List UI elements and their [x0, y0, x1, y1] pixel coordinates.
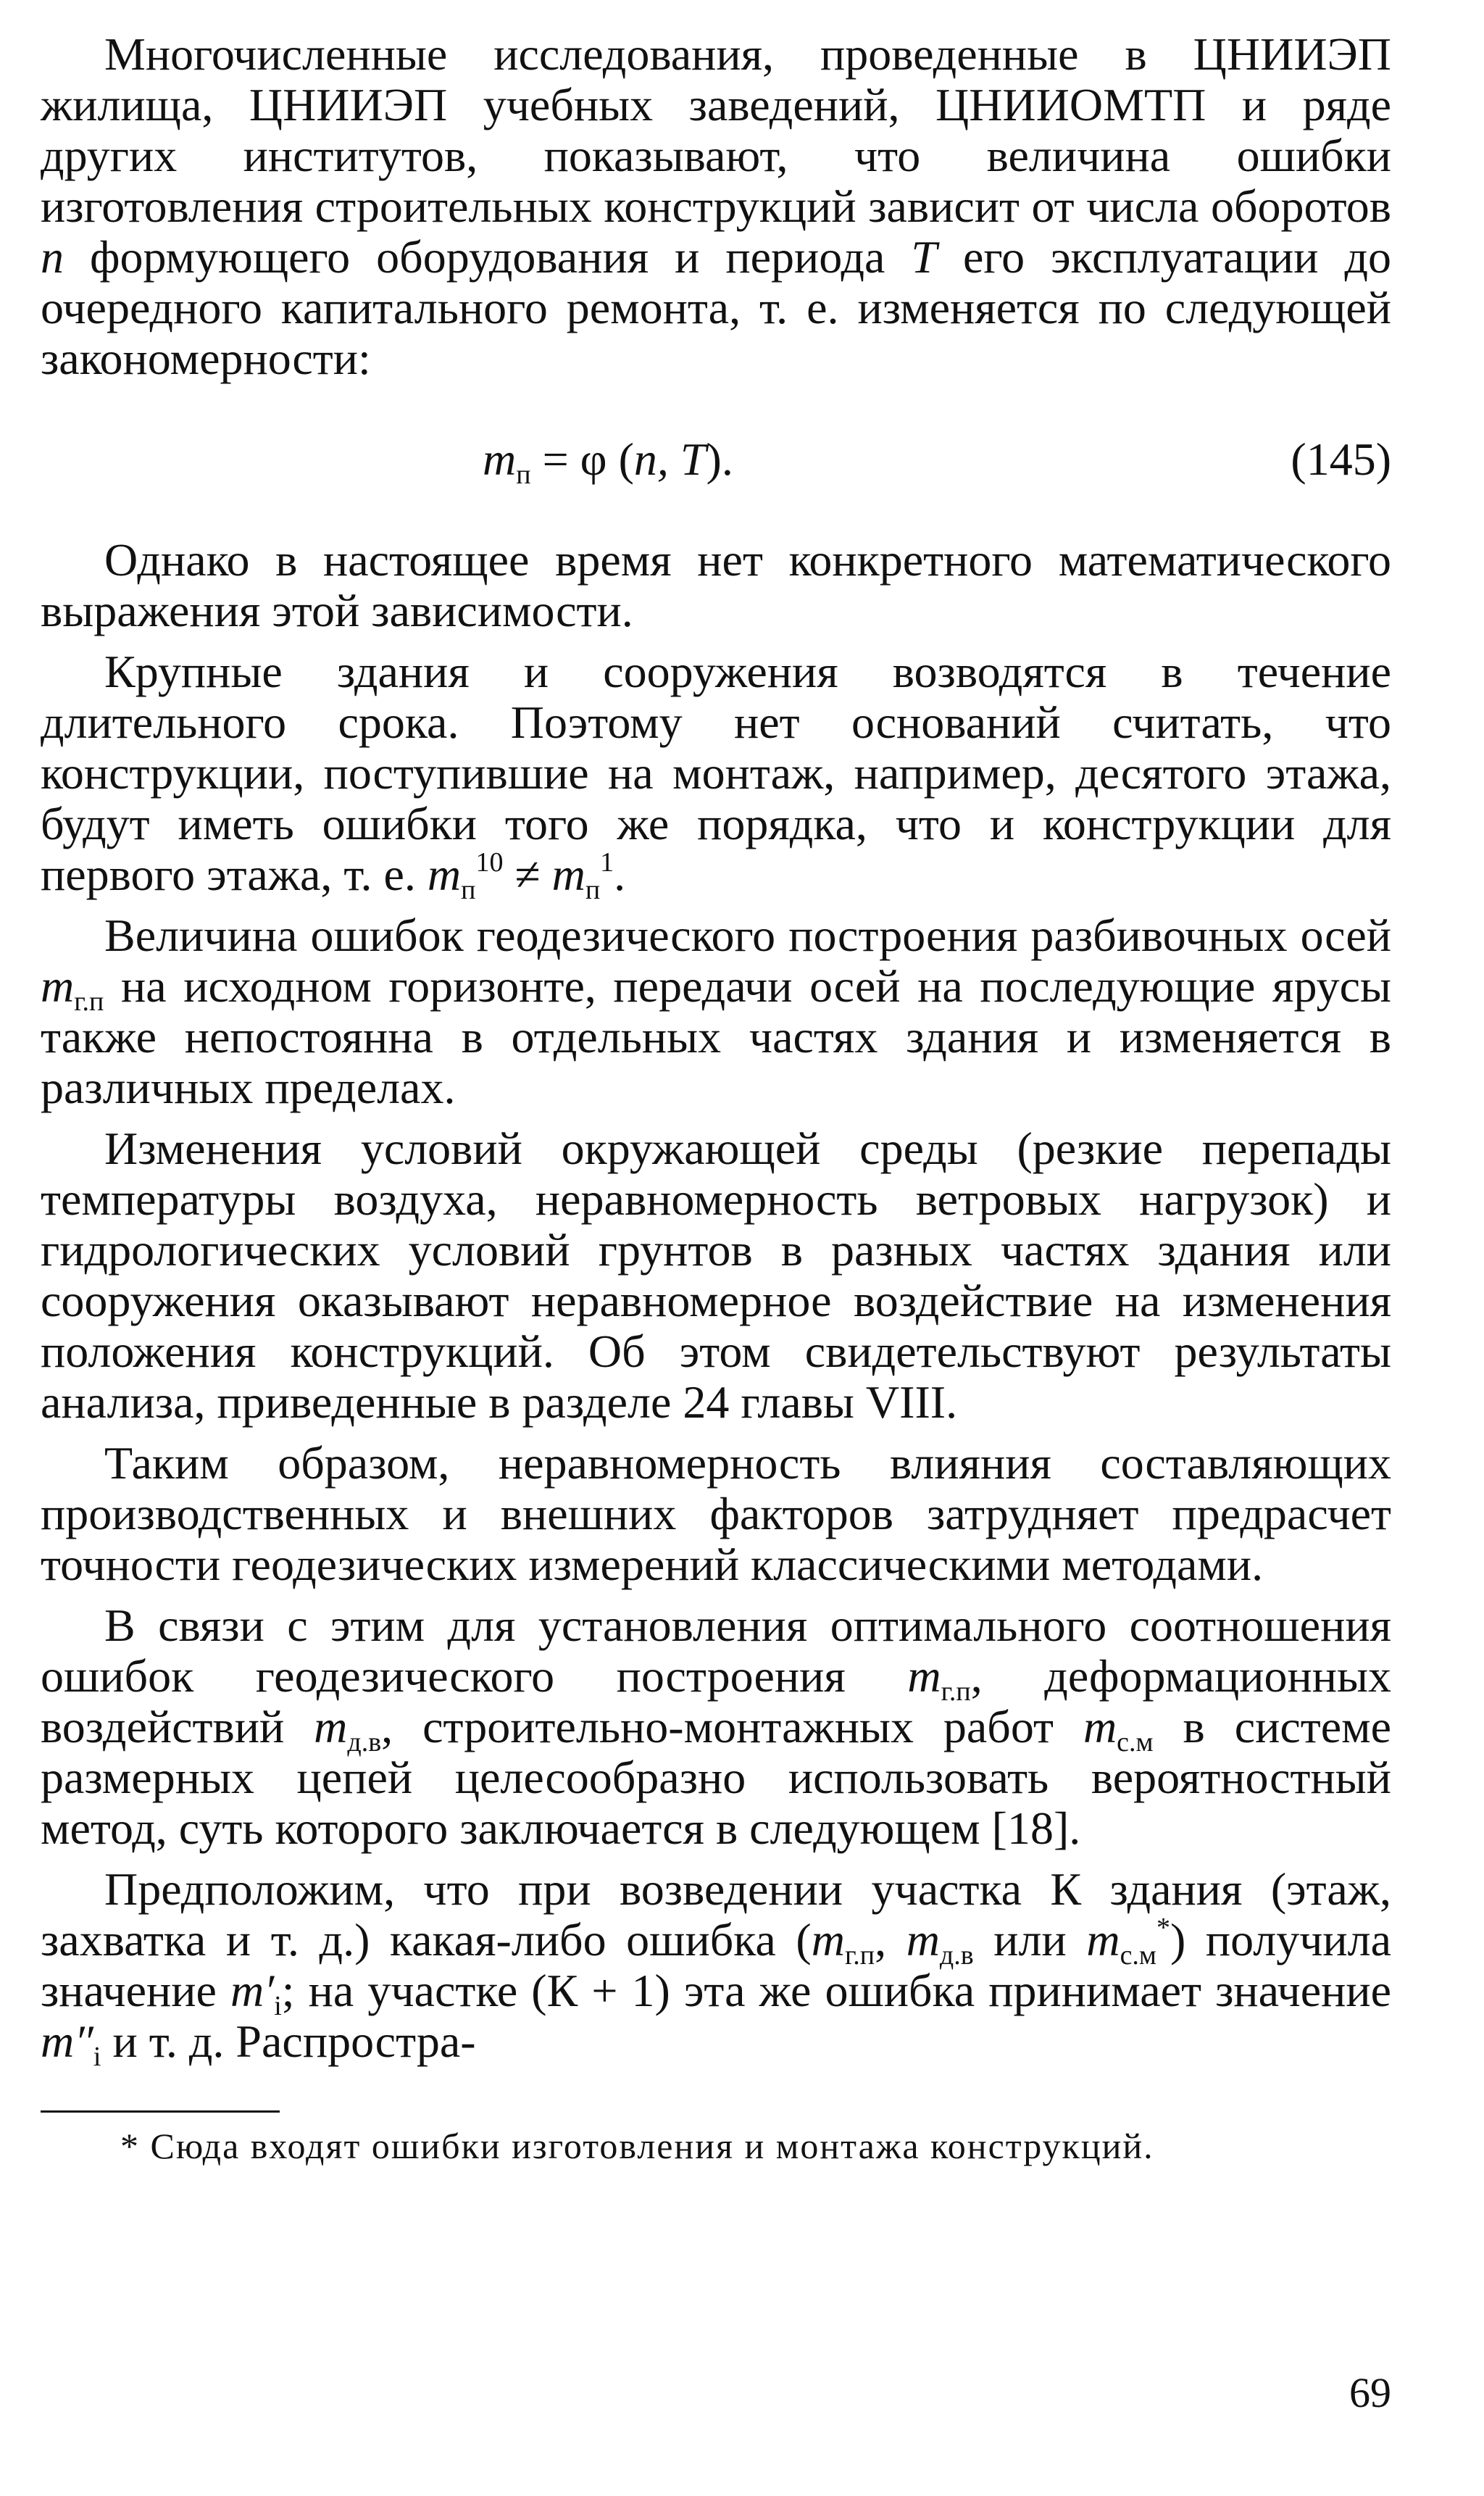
symbol-m: m	[314, 1701, 348, 1752]
footnote-divider	[41, 2110, 280, 2113]
symbol-sub: i	[274, 1991, 282, 2021]
symbol-m: m	[906, 1914, 940, 1965]
symbol-m: m	[907, 1650, 941, 1702]
paragraph-1-text-a: Многочисленные исследования, проведенные в ЦНИИЭП жилища, ЦНИИЭП учебных заведений, ЦНИИОМТП и ряде других институтов, показывают, что величина ошибки изготовления строительных конструкций зависит от числа оборотов	[41, 28, 1391, 232]
paragraph-8-text-b: или	[993, 1914, 1067, 1965]
paragraph-7-text-c: , строительно-монтажных работ	[381, 1701, 1054, 1752]
symbol-sub: i	[93, 2042, 101, 2072]
paragraph-2: Однако в настоящее время нет конкретного математического выражения этой зависимости.	[41, 534, 1391, 636]
symbol-m: m	[230, 1965, 264, 2016]
symbol-sup: 10	[475, 847, 504, 878]
page-body	[41, 29, 1391, 2205]
symbol-sub: п	[461, 875, 476, 905]
symbol-m: m	[41, 2015, 75, 2067]
paragraph-7-text-a: В связи с этим для установления оптимального соотношения ошибок геодезического построения	[41, 1599, 1391, 1702]
symbol-sub: г.п	[941, 1676, 971, 1707]
symbol-sub: г.п	[844, 1940, 875, 1971]
paragraph-4-text-b: на исходном горизонте, передачи осей на последующие ярусы также непостоянна в отдельных частях здания и изменяется в различных пределах.	[41, 960, 1392, 1113]
equation-eq: = φ (	[530, 433, 634, 485]
paragraph-3-text: Крупные здания и сооружения возводятся в течение длительного срока. Поэтому нет оснований считать, что конструкции, поступившие на монтаж, например, десятого этажа, будут иметь ошибки того же порядка, что и конструкции для первого этажа, т. е.	[41, 646, 1391, 900]
footnote-marker: *	[1156, 1913, 1170, 1943]
paragraph-4-text-a: Величина ошибок геодезического построения разбивочных осей	[104, 910, 1391, 961]
symbol-sub: с.м	[1117, 1727, 1154, 1757]
paragraph-3: Крупные здания и сооружения возводятся в течение длительного срока. Поэтому нет оснований считать, что конструкции, поступившие на монтаж, например, десятого этажа, будут иметь ошибки того же порядка, что и конструкции для первого этажа, т. е. $m_п^{10} \ne m_п^1$.	[41, 646, 1391, 905]
paragraph-1-text-c: его эксплуатации до очередного капитального ремонта, т. е. изменяется по следующей закономерности:	[41, 231, 1391, 384]
symbol-prime: ″	[74, 2015, 93, 2067]
equation-lhs: m	[483, 433, 517, 485]
paragraph-8-text-a: Предположим, что при возведении участка К здания (этаж, захватка и т. д.) какая-либо ошибка (	[41, 1863, 1391, 1965]
paragraph-1-text-b: формующего оборудования и периода	[90, 231, 885, 283]
paragraph-8-text-d: ; на участке (К + 1) эта же ошибка принимает значение	[281, 1965, 1392, 2016]
paragraph-7	[41, 1600, 1391, 1854]
page-number: 69	[1349, 2369, 1391, 2416]
equation-145	[41, 423, 1391, 496]
symbol-sub: п	[585, 875, 601, 905]
symbol-m: m	[1083, 1701, 1117, 1752]
equation-body	[483, 423, 733, 496]
symbol-m: m	[811, 1914, 845, 1965]
paragraph-8	[41, 1863, 1392, 2072]
symbol-m: m	[427, 849, 462, 900]
paragraph-5: Изменения условий окружающей среды (резкие перепады температуры воздуха, неравномерность ветровых нагрузок) и гидрологических условий грунтов в разных частях здания или сооружения оказывают неравномерное воздействие на изменения положения конструкций. Об этом свидетельствуют результаты анализа, приведенные в разделе 24 главы VIII.	[41, 1123, 1391, 1428]
symbol-prime: ′	[264, 1965, 275, 2016]
symbol-n: n	[41, 231, 64, 283]
equation-number: (145)	[1291, 433, 1391, 485]
paragraph-4	[41, 910, 1391, 1113]
footnote: * Сюда входят ошибки изготовления и монтажа конструкций.	[120, 2126, 1154, 2166]
equation-close: ).	[706, 433, 733, 485]
equation-args: n, T	[633, 433, 706, 485]
symbol-m: m	[1086, 1914, 1120, 1965]
symbol-m: m	[551, 849, 585, 900]
symbol-t: T	[911, 231, 937, 283]
paragraph-8-text-e: и т. д. Распростра-	[112, 2015, 476, 2067]
paragraph-8-text-c: ) получила значение	[41, 1914, 1392, 2016]
symbol-sub: д.в	[939, 1940, 974, 1971]
symbol-comma: ,	[875, 1914, 887, 1965]
paragraph-7-text-d: в системе размерных цепей целесообразно использовать вероятностный метод, суть которого заключается в следующем [18].	[41, 1701, 1392, 1854]
paragraph-6: Таким образом, неравномерность влияния составляющих производственных и внешних факторов затрудняет предрасчет точности геодезических измерений классическими методами.	[41, 1437, 1391, 1590]
symbol-sup: 1	[600, 847, 614, 878]
symbol-sub: с.м	[1120, 1940, 1156, 1971]
paragraph-7-text-b: , деформационных воздействий	[41, 1650, 1392, 1752]
paragraph-1	[41, 29, 1391, 384]
symbol-sub: д.в	[347, 1727, 382, 1757]
symbol-sub: г.п	[74, 986, 104, 1017]
equation-lhs-sub: п	[516, 459, 531, 490]
symbol-neq: ≠	[514, 849, 541, 900]
symbol-m: m	[41, 960, 75, 1012]
